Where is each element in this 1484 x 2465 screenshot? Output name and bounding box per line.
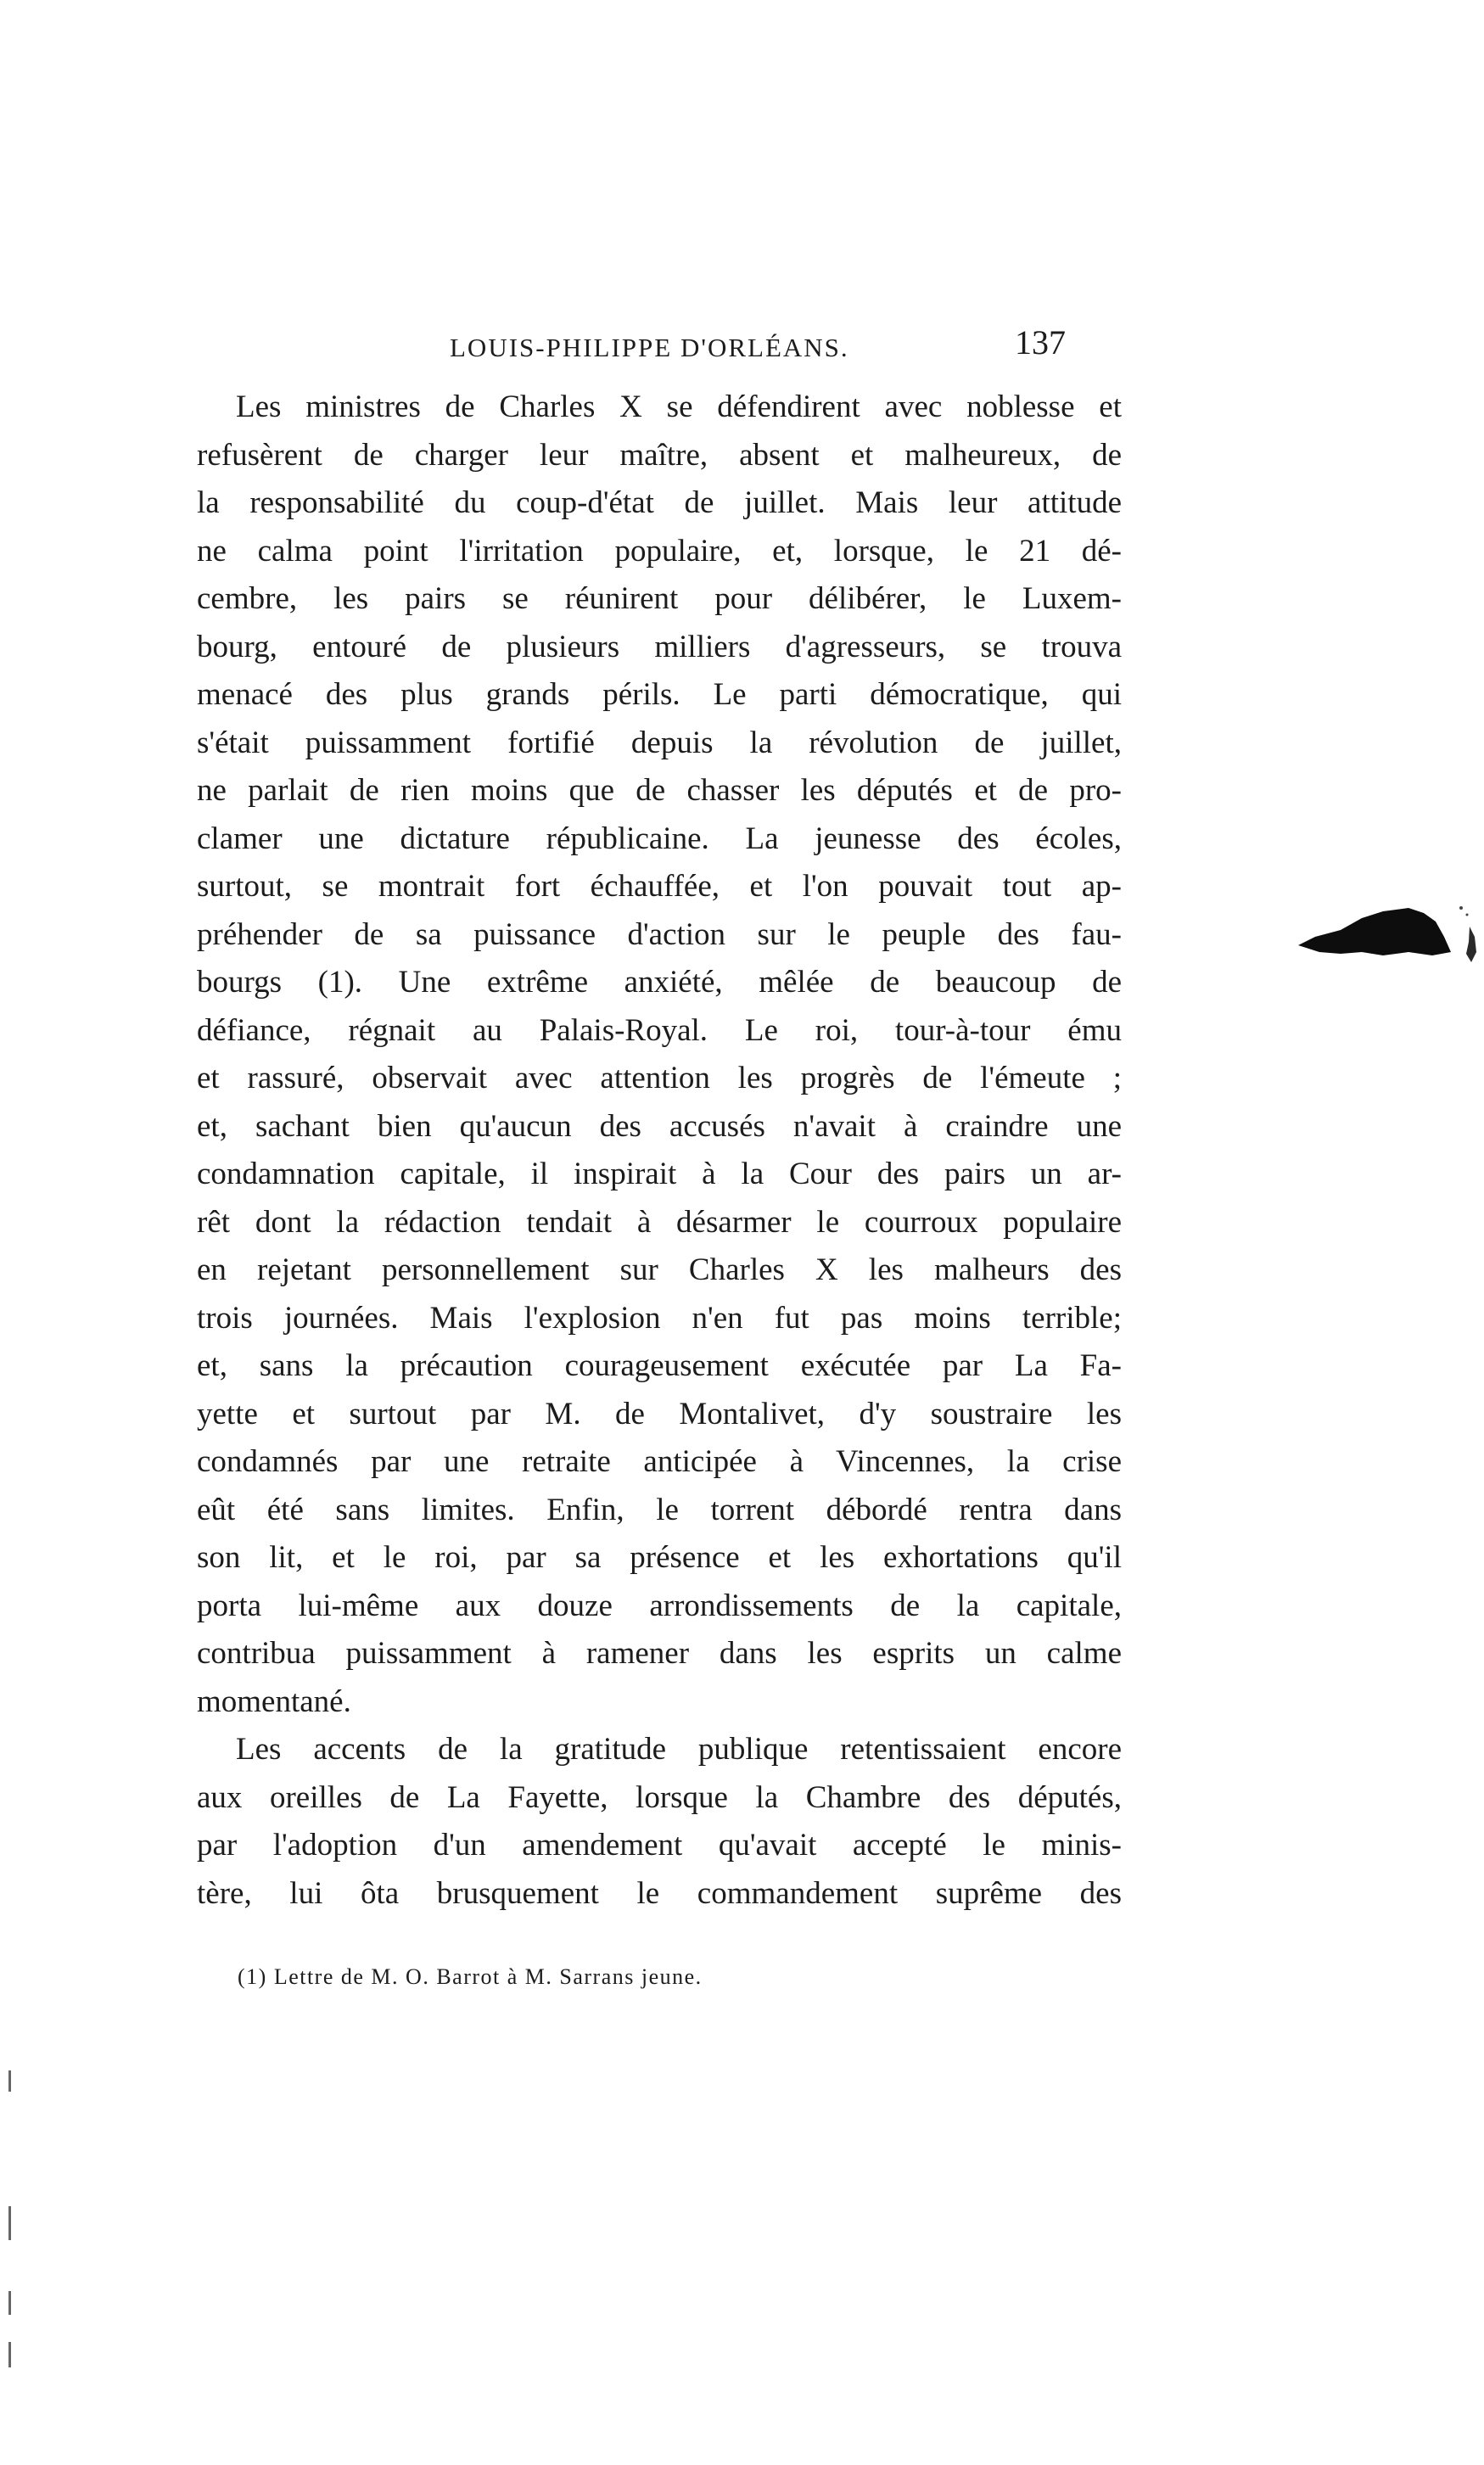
text-line: la responsabilité du coup-d'état de juillet. Mais leur attitude (197, 485, 1122, 520)
text-line: préhender de sa puissance d'action sur le peuple des fau- (197, 916, 1122, 952)
text-line: contribua puissamment à ramener dans les esprits un calme (197, 1636, 1122, 1671)
text-line: aux oreilles de La Fayette, lorsque la Chambre des députés, (197, 1779, 1122, 1815)
text-line: rêt dont la rédaction tendait à désarmer le courroux populaire (197, 1204, 1122, 1240)
text-line: et, sachant bien qu'aucun des accusés n'avait à craindre une (197, 1108, 1122, 1144)
text-line: trois journées. Mais l'explosion n'en fut pas moins terrible; (197, 1300, 1122, 1336)
text-line: menacé des plus grands périls. Le parti démocratique, qui (197, 677, 1122, 712)
text-line: porta lui-même aux douze arrondissements de la capitale, (197, 1588, 1122, 1623)
text-line: condamnation capitale, il inspirait à la Cour des pairs un ar- (197, 1157, 1122, 1191)
footnote: (1) Lettre de M. O. Barrot à M. Sarrans jeune. (238, 1964, 703, 1989)
text-line: ne parlait de rien moins que de chasser les députés et de pro- (197, 773, 1122, 808)
running-title: LOUIS-PHILIPPE D'ORLÉANS. (450, 333, 849, 362)
body-text (197, 384, 1122, 1918)
text-line: Les ministres de Charles X se défendirent avec noblesse et (236, 389, 1122, 424)
page-number: 137 (1015, 323, 1066, 361)
text-line: momentané. (197, 1683, 351, 1719)
text-line: yette et surtout par M. de Montalivet, d'y soustraire les (197, 1396, 1122, 1431)
text-line: condamnés par une retraite anticipée à Vincennes, la crise (197, 1444, 1122, 1479)
text-line: refusèrent de charger leur maître, absent et malheureux, de (197, 437, 1122, 473)
edge-mark (8, 2206, 11, 2240)
text-line: en rejetant personnellement sur Charles X les malheurs des (197, 1252, 1122, 1287)
edge-mark (8, 2342, 11, 2367)
text-line: et rassuré, observait avec attention les progrès de l'émeute ; (197, 1061, 1122, 1095)
text-line: défiance, régnait au Palais-Royal. Le roi, tour-à-tour ému (197, 1012, 1122, 1048)
text-line: bourgs (1). Une extrême anxiété, mêlée de beaucoup de (197, 965, 1122, 1000)
text-line: ne calma point l'irritation populaire, et, lorsque, le 21 dé- (197, 533, 1122, 569)
text-line: eût été sans limites. Enfin, le torrent débordé rentra dans (197, 1492, 1122, 1527)
text-line: bourg, entouré de plusieurs milliers d'agresseurs, se trouva (197, 629, 1122, 664)
text-line: clamer une dictature républicaine. La jeunesse des écoles, (197, 821, 1122, 856)
text-line: et, sans la précaution courageusement exécutée par La Fa- (197, 1348, 1122, 1383)
text-line: Les accents de la gratitude publique retentissaient encore (236, 1732, 1122, 1767)
text-line: surtout, se montrait fort échauffée, et l'on pouvait tout ap- (197, 869, 1122, 904)
text-line: son lit, et le roi, par sa présence et les exhortations qu'il (197, 1540, 1122, 1575)
edge-mark (8, 2291, 11, 2315)
edge-mark (8, 2070, 11, 2092)
text-line: s'était puissamment fortifié depuis la révolution de juillet, (197, 725, 1122, 760)
text-line: tère, lui ôta brusquement le commandement suprême des (197, 1875, 1122, 1911)
text-line: cembre, les pairs se réunirent pour délibérer, le Luxem- (197, 581, 1122, 616)
text-line: par l'adoption d'un amendement qu'avait accepté le minis- (197, 1828, 1122, 1863)
ink-blot (1281, 893, 1484, 973)
